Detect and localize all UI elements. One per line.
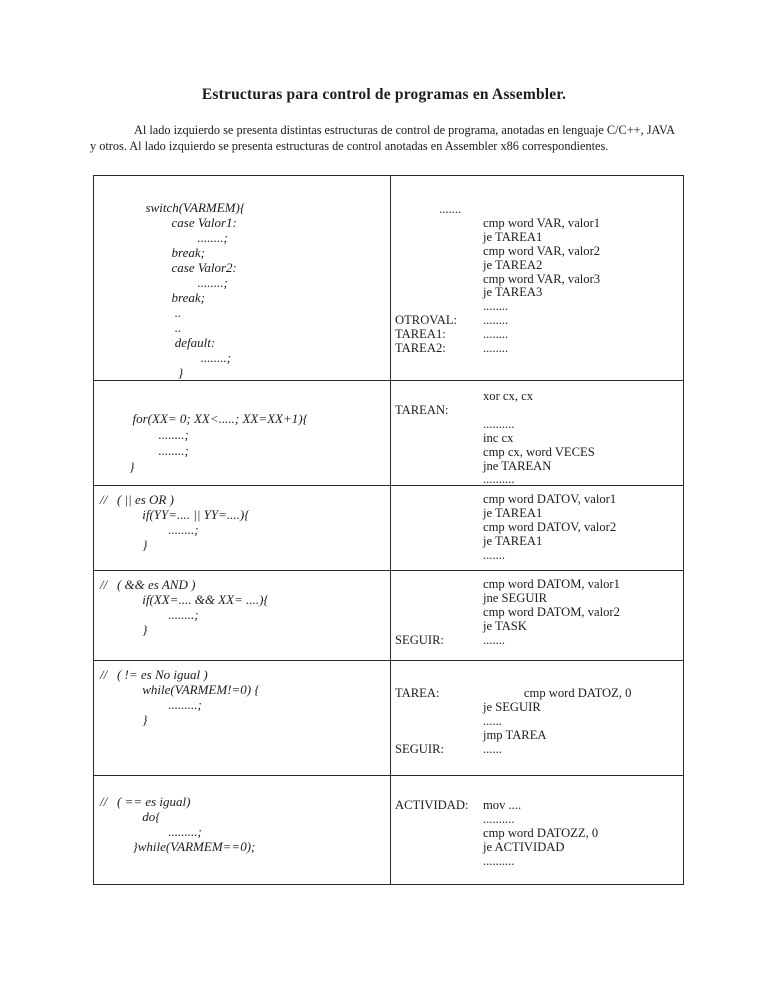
code-line (395, 841, 683, 855)
asm-instruction: cmp word DATOM, valor1 (483, 577, 620, 591)
c-code-cell (94, 776, 391, 884)
code-line: if(YY=.... || YY=....){ (100, 507, 250, 522)
c-code-cell (94, 486, 391, 570)
table-row-for (94, 381, 683, 486)
asm-code-cell (391, 776, 683, 884)
asm-instruction: cmp word DATOV, valor1 (483, 492, 617, 506)
code-line (395, 729, 683, 743)
code-line (395, 286, 683, 300)
intro-line-1: Al lado izquierdo se presenta distintas estructuras de control de programa, anotadas en lenguaje C/C++, JAVA (134, 123, 676, 137)
code-line (395, 390, 683, 404)
asm-label: TAREA2: (395, 341, 446, 356)
code-line: ........; (100, 230, 228, 245)
code-line (395, 521, 683, 535)
table-row-if-or (94, 486, 683, 571)
code-line (395, 827, 683, 841)
code-line: ........; (100, 350, 232, 365)
code-line (395, 701, 683, 715)
code-line (395, 300, 683, 314)
asm-instruction: ...... (483, 741, 502, 756)
asm-instruction: cmp word VAR, valor3 (483, 271, 601, 286)
code-line (395, 535, 683, 549)
code-line (395, 606, 683, 620)
code-line (395, 203, 683, 217)
code-line (395, 743, 683, 757)
asm-label: TAREA: (395, 686, 440, 700)
code-line (395, 507, 683, 521)
code-line: case Valor2: (100, 260, 237, 275)
asm-instruction: .......... (483, 416, 515, 431)
code-line (395, 592, 683, 606)
code-line: // ( != es No igual ) (100, 667, 208, 682)
code-line: while(VARMEM!=0) { (100, 682, 260, 697)
asm-instruction: je TAREA3 (483, 285, 543, 300)
code-line: // ( == es igual) (100, 794, 191, 809)
code-line (395, 813, 683, 827)
asm-instruction: .......... (483, 472, 515, 485)
code-line: } (100, 459, 135, 474)
asm-instruction: xor cx, cx (483, 389, 534, 403)
code-line: default: (100, 335, 216, 350)
asm-instruction: jne TAREAN (483, 458, 552, 473)
code-line: // ( || es OR ) (100, 492, 174, 507)
asm-code-cell (391, 381, 683, 485)
code-line: .. (100, 320, 182, 335)
code-line (395, 404, 683, 418)
page-title: Estructuras para control de programas en Assembler. (201, 86, 567, 103)
c-code-cell (94, 571, 391, 660)
asm-instruction: ........ (483, 327, 509, 342)
code-line: ........; (100, 607, 199, 622)
asm-instruction: cmp word DATOV, valor2 (483, 519, 617, 534)
asm-instruction: ........ (483, 313, 509, 328)
asm-instruction: .......... (483, 853, 515, 868)
code-line: switch(VARMEM){ (100, 200, 246, 215)
c-code-cell (94, 381, 391, 485)
code-line (395, 314, 683, 328)
asm-code-cell (391, 571, 683, 660)
table-row-switch (94, 176, 683, 381)
asm-instruction: jne SEGUIR (483, 590, 548, 605)
code-line: .........; (100, 824, 202, 839)
asm-instruction: .......... (483, 811, 515, 826)
asm-instruction: ....... (483, 547, 506, 562)
code-line: for(XX= 0; XX<.....; XX=XX+1){ (100, 411, 308, 426)
c-code-cell (94, 661, 391, 775)
code-line: ........; (100, 443, 189, 458)
code-line: } (100, 622, 148, 637)
code-line (395, 799, 683, 813)
code-line (395, 715, 683, 729)
code-line: break; (100, 290, 205, 305)
code-line (395, 259, 683, 273)
asm-instruction: je SEGUIR (483, 699, 541, 714)
code-line: } (100, 365, 184, 380)
asm-label: SEGUIR: (395, 632, 444, 647)
asm-instruction: je TASK (483, 618, 527, 633)
asm-code-cell (391, 176, 683, 380)
code-line: .. (100, 305, 182, 320)
asm-instruction: mov .... (483, 798, 522, 812)
asm-instruction: ...... (483, 713, 502, 728)
code-line: case Valor1: (100, 215, 237, 230)
code-line: .........; (100, 697, 202, 712)
asm-instruction: cmp cx, word VECES (483, 444, 595, 459)
asm-code-cell (391, 661, 683, 775)
asm-instruction: cmp word DATOZ, 0 (483, 686, 632, 700)
code-line: ........; (100, 522, 199, 537)
asm-instruction: je TAREA1 (483, 505, 543, 520)
table-row-if-and (94, 571, 683, 661)
asm-instruction: inc cx (483, 430, 514, 445)
asm-instruction: ........ (483, 299, 509, 314)
code-line (395, 549, 683, 563)
code-line (395, 231, 683, 245)
code-line (395, 473, 683, 485)
code-line (395, 245, 683, 259)
code-line (395, 328, 683, 342)
code-line (395, 493, 683, 507)
code-line: ........; (100, 427, 189, 442)
asm-instruction: cmp word VAR, valor2 (483, 243, 601, 258)
asm-instruction: je TAREA1 (483, 533, 543, 548)
asm-instruction: je ACTIVIDAD (483, 839, 565, 854)
code-line (395, 446, 683, 460)
asm-label: SEGUIR: (395, 741, 444, 756)
code-line (395, 460, 683, 474)
asm-label: OTROVAL: (395, 313, 458, 328)
asm-code-cell (391, 486, 683, 570)
asm-label: TAREA1: (395, 327, 446, 342)
code-line: }while(VARMEM==0); (100, 839, 256, 854)
code-line (395, 217, 683, 231)
intro-paragraph (90, 123, 688, 154)
code-line: ........; (100, 275, 228, 290)
asm-instruction: je TAREA1 (483, 229, 543, 244)
asm-instruction: ........ (483, 341, 509, 356)
asm-label: TAREAN: (395, 402, 449, 417)
asm-instruction: ....... (483, 632, 506, 647)
code-line: // ( && es AND ) (100, 577, 196, 592)
code-line (395, 418, 683, 432)
asm-instruction: jmp TAREA (483, 727, 547, 742)
code-line: do{ (100, 809, 161, 824)
structures-table (93, 175, 684, 885)
intro-line-2: y otros. Al lado izquierdo se presenta estructuras de control anotadas en Assembler x86 correspondientes. (90, 138, 609, 153)
code-line: } (100, 537, 148, 552)
table-row-do-while (94, 776, 683, 884)
asm-instruction: cmp word DATOM, valor2 (483, 604, 620, 619)
code-line (395, 620, 683, 634)
code-line (395, 273, 683, 287)
code-line (395, 855, 683, 869)
asm-instruction: cmp word DATOZZ, 0 (483, 825, 599, 840)
asm-instruction: cmp word VAR, valor1 (483, 215, 601, 230)
code-line (395, 342, 683, 356)
code-line (395, 578, 683, 592)
code-line: break; (100, 245, 205, 260)
code-line (395, 432, 683, 446)
code-line: if(XX=.... && XX= ....){ (100, 592, 269, 607)
asm-instruction: je TAREA2 (483, 257, 543, 272)
asm-label: ACTIVIDAD: (395, 798, 469, 812)
c-code-cell (94, 176, 391, 380)
table-row-while (94, 661, 683, 776)
code-line: } (100, 712, 148, 727)
code-line (395, 687, 683, 701)
asm-label: ....... (395, 202, 462, 216)
code-line (395, 634, 683, 648)
